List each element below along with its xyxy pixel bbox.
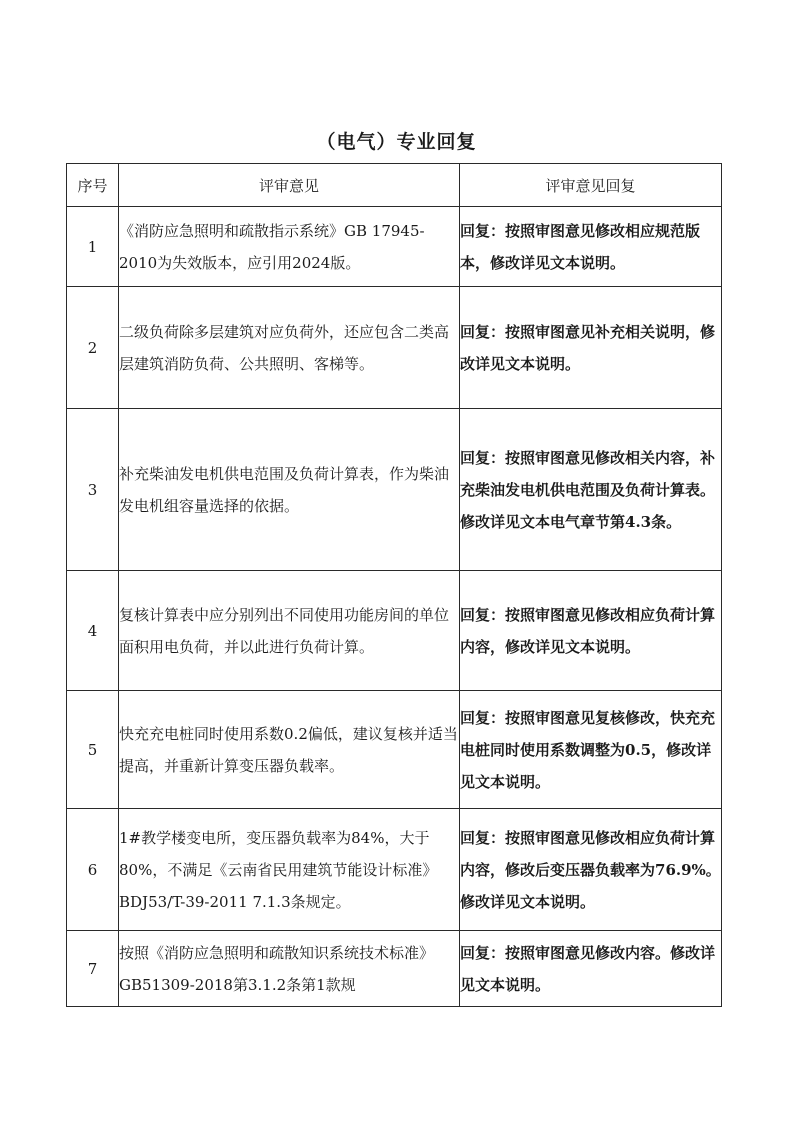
table-row [67,287,722,409]
review-opinion: 快充充电桩同时使用系数0.2偏低，建议复核并适当提高，并重新计算变压器负载率。 [119,691,460,809]
table-row [67,809,722,931]
header-reply: 评审意见回复 [460,164,722,207]
table-row [67,409,722,571]
review-opinion: 《消防应急照明和疏散指示系统》GB 17945-2010为失效版本，应引用2024版。 [119,207,460,287]
table-row [67,207,722,287]
review-reply: 回复：按照审图意见修改相应负荷计算内容，修改后变压器负载率为76.9%。修改详见文本说明。 [460,809,722,931]
review-reply: 回复：按照审图意见修改相应规范版本，修改详见文本说明。 [460,207,722,287]
review-reply: 回复：按照审图意见修改相应负荷计算内容，修改详见文本说明。 [460,571,722,691]
review-reply: 回复：按照审图意见修改相关内容，补充柴油发电机供电范围及负荷计算表。修改详见文本电气章节第4.3条。 [460,409,722,571]
review-reply: 回复：按照审图意见补充相关说明，修改详见文本说明。 [460,287,722,409]
table-header-row [67,164,722,207]
row-number: 7 [67,931,119,1007]
page-title: （电气）专业回复 [316,131,477,153]
review-reply: 回复：按照审图意见修改内容。修改详见文本说明。 [460,931,722,1007]
table-row [67,931,722,1007]
row-number: 5 [67,691,119,809]
table-row [67,691,722,809]
review-opinion: 补充柴油发电机供电范围及负荷计算表，作为柴油发电机组容量选择的依据。 [119,409,460,571]
row-number: 4 [67,571,119,691]
row-number: 1 [67,207,119,287]
review-opinion: 二级负荷除多层建筑对应负荷外，还应包含二类高层建筑消防负荷、公共照明、客梯等。 [119,287,460,409]
review-opinion: 按照《消防应急照明和疏散知识系统技术标准》GB51309-2018第3.1.2条第1款规 [119,931,460,1007]
header-no: 序号 [67,164,119,207]
row-number: 2 [67,287,119,409]
row-number: 3 [67,409,119,571]
header-opinion: 评审意见 [119,164,460,207]
review-opinion: 复核计算表中应分别列出不同使用功能房间的单位面积用电负荷，并以此进行负荷计算。 [119,571,460,691]
row-number: 6 [67,809,119,931]
review-opinion: 1#教学楼变电所，变压器负载率为84%，大于80%，不满足《云南省民用建筑节能设计标准》BDJ53/T-39-2011 7.1.3条规定。 [119,809,460,931]
review-reply-table [66,163,722,1007]
table-row [67,571,722,691]
review-reply: 回复：按照审图意见复核修改，快充充电桩同时使用系数调整为0.5，修改详见文本说明。 [460,691,722,809]
